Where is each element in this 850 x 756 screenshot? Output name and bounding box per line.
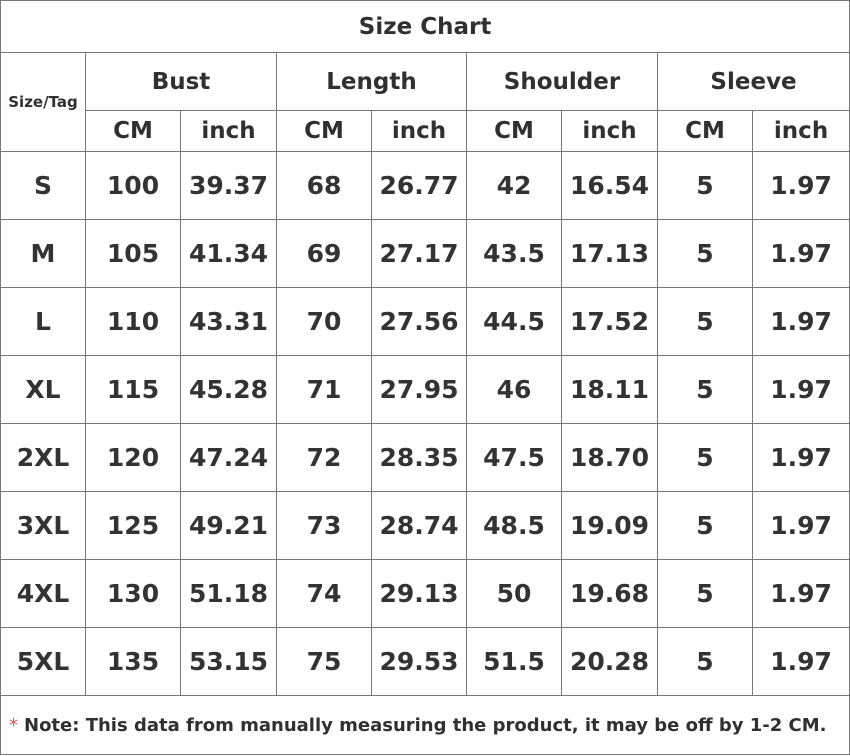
chart-title: Size Chart xyxy=(1,1,850,53)
unit-header: CM xyxy=(658,111,753,152)
length-inch: 28.35 xyxy=(372,424,467,492)
table-row xyxy=(1,288,850,356)
shoulder-cm: 42 xyxy=(467,152,562,220)
table-row xyxy=(1,152,850,220)
bust-inch: 41.34 xyxy=(181,220,277,288)
bust-inch: 51.18 xyxy=(181,560,277,628)
bust-cm: 135 xyxy=(86,628,181,696)
sleeve-inch: 1.97 xyxy=(753,560,850,628)
table-row xyxy=(1,628,850,696)
length-cm: 68 xyxy=(277,152,372,220)
length-inch: 27.17 xyxy=(372,220,467,288)
note-text: Note: This data from manually measuring the product, it may be off by 1-2 CM. xyxy=(24,714,827,736)
length-inch: 26.77 xyxy=(372,152,467,220)
table-row xyxy=(1,560,850,628)
length-cm: 73 xyxy=(277,492,372,560)
shoulder-inch: 17.52 xyxy=(562,288,658,356)
sleeve-cm: 5 xyxy=(658,628,753,696)
unit-header: inch xyxy=(181,111,277,152)
sleeve-cm: 5 xyxy=(658,220,753,288)
sleeve-cm: 5 xyxy=(658,560,753,628)
table-row xyxy=(1,356,850,424)
shoulder-inch: 17.13 xyxy=(562,220,658,288)
size-label: L xyxy=(1,288,86,356)
unit-header: inch xyxy=(372,111,467,152)
bust-inch: 45.28 xyxy=(181,356,277,424)
sleeve-inch: 1.97 xyxy=(753,424,850,492)
length-cm: 75 xyxy=(277,628,372,696)
length-cm: 71 xyxy=(277,356,372,424)
sleeve-inch: 1.97 xyxy=(753,628,850,696)
sleeve-inch: 1.97 xyxy=(753,220,850,288)
length-cm: 69 xyxy=(277,220,372,288)
shoulder-cm: 50 xyxy=(467,560,562,628)
sleeve-inch: 1.97 xyxy=(753,356,850,424)
table-row xyxy=(1,424,850,492)
shoulder-inch: 16.54 xyxy=(562,152,658,220)
bust-inch: 49.21 xyxy=(181,492,277,560)
sleeve-inch: 1.97 xyxy=(753,492,850,560)
table-row xyxy=(1,492,850,560)
bust-cm: 105 xyxy=(86,220,181,288)
sleeve-cm: 5 xyxy=(658,288,753,356)
bust-inch: 53.15 xyxy=(181,628,277,696)
measurement-note xyxy=(1,696,850,755)
length-cm: 70 xyxy=(277,288,372,356)
size-label: S xyxy=(1,152,86,220)
sleeve-inch: 1.97 xyxy=(753,288,850,356)
unit-header: CM xyxy=(467,111,562,152)
table-row xyxy=(1,220,850,288)
shoulder-inch: 19.09 xyxy=(562,492,658,560)
sleeve-cm: 5 xyxy=(658,424,753,492)
unit-header: inch xyxy=(562,111,658,152)
length-inch: 29.13 xyxy=(372,560,467,628)
size-label: 4XL xyxy=(1,560,86,628)
sleeve-cm: 5 xyxy=(658,152,753,220)
unit-header: CM xyxy=(277,111,372,152)
unit-header: CM xyxy=(86,111,181,152)
shoulder-inch: 18.70 xyxy=(562,424,658,492)
table-body xyxy=(1,152,850,755)
sleeve-cm: 5 xyxy=(658,356,753,424)
table-header xyxy=(1,1,850,152)
shoulder-cm: 46 xyxy=(467,356,562,424)
shoulder-cm: 43.5 xyxy=(467,220,562,288)
size-label: 2XL xyxy=(1,424,86,492)
bust-inch: 39.37 xyxy=(181,152,277,220)
group-header-length: Length xyxy=(277,53,467,111)
size-label: XL xyxy=(1,356,86,424)
sleeve-inch: 1.97 xyxy=(753,152,850,220)
group-header-bust: Bust xyxy=(86,53,277,111)
shoulder-inch: 20.28 xyxy=(562,628,658,696)
shoulder-cm: 47.5 xyxy=(467,424,562,492)
shoulder-cm: 44.5 xyxy=(467,288,562,356)
bust-inch: 43.31 xyxy=(181,288,277,356)
length-inch: 27.95 xyxy=(372,356,467,424)
note-asterisk: * xyxy=(9,714,18,736)
shoulder-inch: 19.68 xyxy=(562,560,658,628)
size-label: 3XL xyxy=(1,492,86,560)
length-inch: 29.53 xyxy=(372,628,467,696)
bust-cm: 130 xyxy=(86,560,181,628)
group-header-shoulder: Shoulder xyxy=(467,53,658,111)
length-inch: 27.56 xyxy=(372,288,467,356)
length-cm: 72 xyxy=(277,424,372,492)
shoulder-cm: 48.5 xyxy=(467,492,562,560)
bust-cm: 100 xyxy=(86,152,181,220)
length-cm: 74 xyxy=(277,560,372,628)
bust-cm: 125 xyxy=(86,492,181,560)
unit-header: inch xyxy=(753,111,850,152)
shoulder-inch: 18.11 xyxy=(562,356,658,424)
group-header-sleeve: Sleeve xyxy=(658,53,850,111)
shoulder-cm: 51.5 xyxy=(467,628,562,696)
sleeve-cm: 5 xyxy=(658,492,753,560)
bust-cm: 120 xyxy=(86,424,181,492)
bust-cm: 110 xyxy=(86,288,181,356)
bust-inch: 47.24 xyxy=(181,424,277,492)
size-label: 5XL xyxy=(1,628,86,696)
size-tag-header: Size/Tag xyxy=(1,53,86,152)
length-inch: 28.74 xyxy=(372,492,467,560)
bust-cm: 115 xyxy=(86,356,181,424)
size-label: M xyxy=(1,220,86,288)
